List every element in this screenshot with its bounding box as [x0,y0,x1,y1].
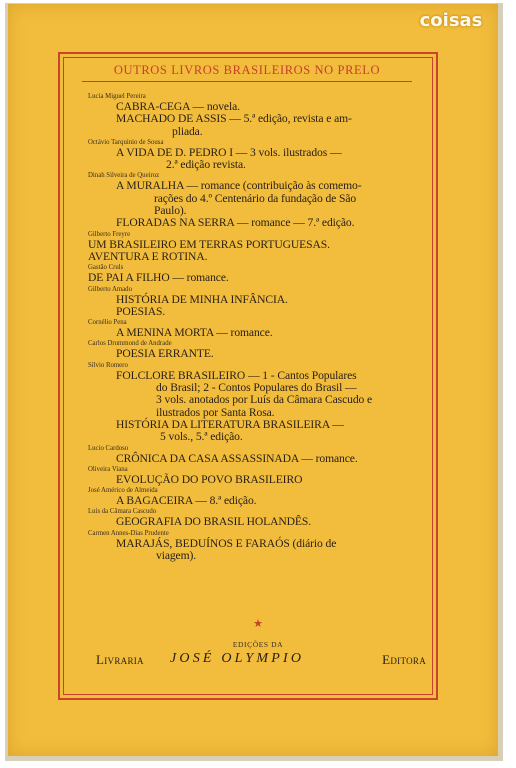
book-title [116,348,420,360]
book-line: MARAJÁS, BEDUÍNOS E FARAÓS (diário de [116,536,337,550]
publisher-right: Editora [382,652,426,667]
publisher-left: Livraria [96,652,144,667]
author-name: Lucio Cardoso [88,444,129,452]
book-line: rações do 4.º Centenário da fundação de São [154,191,357,205]
publisher-line-1: EDIÇÕES DA [232,640,284,649]
book-line: POESIA ERRANTE. [116,347,214,361]
book-title [116,180,420,229]
book-list [84,92,420,562]
title-rule [82,81,412,82]
list-item [84,171,420,229]
book-line: AVENTURA E ROTINA. [88,249,208,263]
author-name: Carmen Annes-Dias Prudente [88,529,169,537]
list-item [84,361,420,444]
list-item [84,263,420,284]
book-line: do Brasil; 2 - Contos Populares do Brasil — [156,381,357,395]
author-name: Oliveira Viana [88,465,128,473]
author-name: Octávio Tarquinio de Sousa [88,138,164,146]
book-title [116,474,420,486]
author-name: Lucia Miguel Pereira [88,93,146,100]
list-item [84,285,420,319]
watermark: coisas [419,10,483,31]
book-line: A MURALHA — romance (contribuição às comemo- [116,179,362,193]
book-line: Paulo). [154,204,187,218]
book-title [116,370,420,444]
book-line: CABRA-CEGA — novela. [116,100,240,113]
book-line: DE PAI A FILHO — romance. [88,271,229,285]
author-name: Cornélio Pena [88,319,127,327]
list-item [84,318,420,339]
list-item [84,529,420,563]
book-title [116,516,420,528]
book-line: POESIAS. [116,304,166,318]
list-item [84,138,420,172]
book-title [116,538,420,563]
book-title [116,147,420,172]
book-line: CRÔNICA DA CASA ASSASSINADA — romance. [116,451,358,465]
book-line: A MENINA MORTA — romance. [116,326,273,340]
book-line: HISTÓRIA DA LITERATURA BRASILEIRA — [116,417,344,431]
author-name: Dinah Silveira de Queiroz [88,172,160,180]
list-item [84,339,420,360]
book-line: GEOGRAFIA DO BRASIL HOLANDÊS. [116,515,312,529]
book-title [116,327,420,339]
book-line: HISTÓRIA DE MINHA INFÂNCIA. [116,292,288,306]
list-item [84,92,420,138]
author-name: Gilberto Freyre [88,230,131,238]
book-line: 5 vols., 5.ª edição. [160,430,243,444]
author-name: Gilberto Amado [88,285,132,293]
publisher-name [96,652,426,670]
list-item [84,486,420,507]
author-name: Sílvio Romero [88,361,128,369]
publisher-middle: JOSÉ OLYMPIO [170,651,305,666]
book-line: UM BRASILEIRO EM TERRAS PORTUGUESAS. [88,237,330,251]
book-line: 3 vols. anotados por Luís da Câmara Cascudo e [156,393,373,407]
author-name: Carlos Drummond de Andrade [88,340,172,348]
book-title [116,101,420,138]
star-ornament: ★ [253,618,263,630]
author-name: José Américo de Almeida [88,487,158,495]
book-title [88,239,420,264]
book-title [88,272,420,284]
list-item [84,444,420,465]
book-line: MACHADO DE ASSIS — 5.ª edição, revista e am- [116,112,352,126]
book-line: A VIDA DE D. PEDRO I — 3 vols. ilustrados — [116,145,342,159]
book-line: EVOLUÇÃO DO POVO BRASILEIRO [116,472,303,486]
book-line: FLORADAS NA SERRA — romance — 7.ª edição. [116,216,355,230]
book-line: viagem). [156,549,197,563]
book-line: ilustrados por Santa Rosa. [156,405,275,419]
author-name: Gastão Cruls [88,264,124,272]
list-item [84,507,420,528]
book-title [116,453,420,465]
book-line: FOLCLORE BRASILEIRO — 1 - Cantos Populares [116,368,357,382]
list-item [84,230,420,264]
book-line: 2.ª edição revista. [166,158,246,172]
book-title [116,495,420,507]
book-line: A BAGACEIRA — 8.ª edição. [116,494,257,508]
book-title [116,294,420,319]
author-name: Luís da Câmara Cascudo [88,508,157,516]
book-line: pliada. [172,124,203,138]
list-item [84,465,420,486]
page-title: OUTROS LIVROS BRASILEIROS NO PRELO [113,63,381,77]
